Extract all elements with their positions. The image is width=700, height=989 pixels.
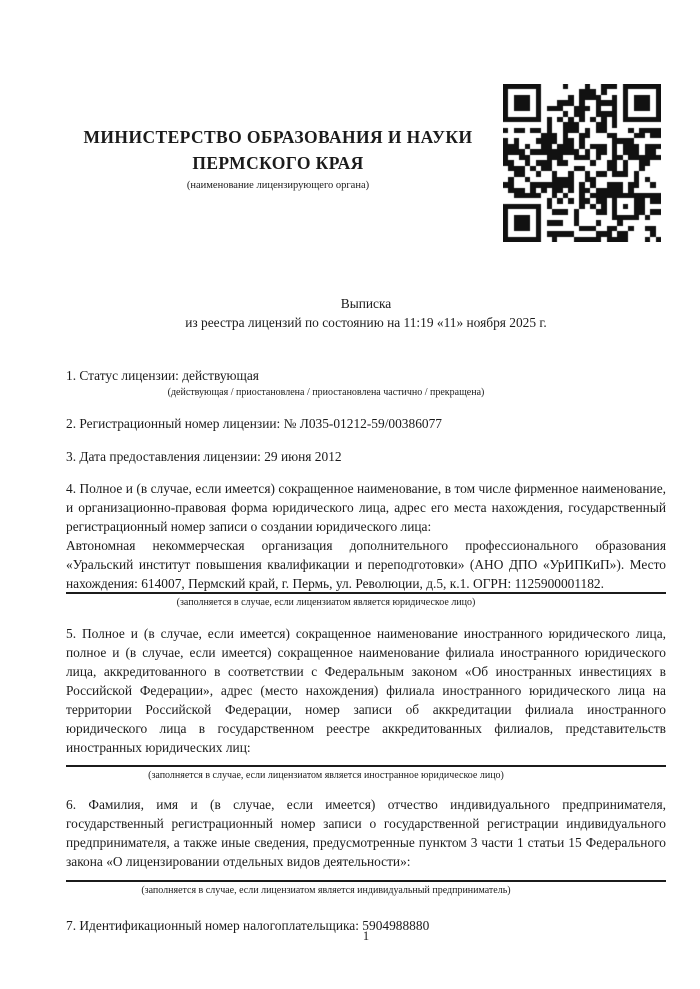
item-foreign-entity — [66, 624, 666, 782]
item-individual-entrepreneur-text: 6. Фамилия, имя и (в случае, если имеется) отчество индивидуального предпринимателя, государственный регистрационный номер записи о государственной регистрации индивидуального предпринимателя, а также иные сведения, предусмотренные пунктом 3 части 1 статьи 15 Федерального закона «О лицензировании отдельных видов деятельности»: — [66, 797, 666, 869]
licensing-authority-header — [66, 124, 490, 192]
item-registration-number-text: 2. Регистрационный номер лицензии: № Л035-01212-59/00386077 — [66, 416, 442, 431]
ministry-caption: (наименование лицензирующего органа) — [186, 180, 370, 191]
page-number: 1 — [362, 929, 370, 943]
document-content — [66, 124, 666, 935]
fill-rule-individual-entrepreneur — [66, 880, 666, 882]
item-taxpayer-number-text: 7. Идентификационный номер налогоплательщика: 5904988880 — [66, 918, 430, 933]
item-legal-entity-value: Автономная некоммерческая организация дополнительного профессионального образования «Уральский институт повышения квалификации и переподготовки» (АНО ДПО «УрИПКиП»). Место нахождения: 614007, Пермский край, г. Пермь, ул. Революции, д.5, к.1. ОГРН: 1125900001182. — [66, 538, 666, 591]
document-title-line2: из реестра лицензий по состоянию на 11:19 «11» ноября 2025 г. — [185, 315, 547, 330]
item-foreign-entity-caption: (заполняется в случае, если лицензиатом является иностранное юридическое лицо) — [148, 770, 504, 781]
item-individual-entrepreneur — [66, 795, 666, 897]
item-grant-date — [66, 447, 666, 466]
qr-code — [503, 84, 661, 242]
document-title — [66, 294, 666, 332]
document-title-line1: Выписка — [340, 296, 392, 311]
ministry-name-line1: МИНИСТЕРСТВО ОБРАЗОВАНИЯ И НАУКИ — [83, 127, 473, 147]
ministry-name-line2: ПЕРМСКОГО КРАЯ — [192, 153, 364, 173]
item-legal-entity-caption: (заполняется в случае, если лицензиатом является юридическое лицо) — [176, 597, 476, 608]
item-registration-number — [66, 414, 666, 433]
item-legal-entity — [66, 479, 666, 609]
fill-rule-foreign-entity — [66, 765, 666, 767]
item-license-status-caption: (действующая / приостановлена / приостановлена частично / прекращена) — [167, 387, 485, 398]
item-individual-entrepreneur-caption: (заполняется в случае, если лицензиатом является индивидуальный предприниматель) — [141, 885, 511, 896]
item-foreign-entity-text: 5. Полное и (в случае, если имеется) сокращенное наименование иностранного юридического лица, полное и (в случае, если имеется) сокращенное наименование филиала иностранного юридического лица, аккредитованного в соответствии с Федеральным законом «Об иностранных инвестициях в Российской Федерации», адрес (место нахождения) филиала иностранного юридического лица на территории Российской Федерации, номер записи об аккредитации филиала иностранного юридического лица в государственном реестре аккредитованных филиалов, представительств иностранных юридических лиц: — [66, 626, 666, 755]
item-legal-entity-text: 4. Полное и (в случае, если имеется) сокращенное наименование, в том числе фирменное наименование, и организационно-правовая форма юридического лица, адрес его места нахождения, государственный регистрационный номер записи о создании юридического лица: — [66, 481, 666, 534]
qr-code-canvas — [503, 84, 661, 242]
item-license-status-text: 1. Статус лицензии: действующая — [66, 368, 259, 383]
item-grant-date-text: 3. Дата предоставления лицензии: 29 июня 2012 — [66, 449, 342, 464]
item-license-status — [66, 366, 666, 399]
